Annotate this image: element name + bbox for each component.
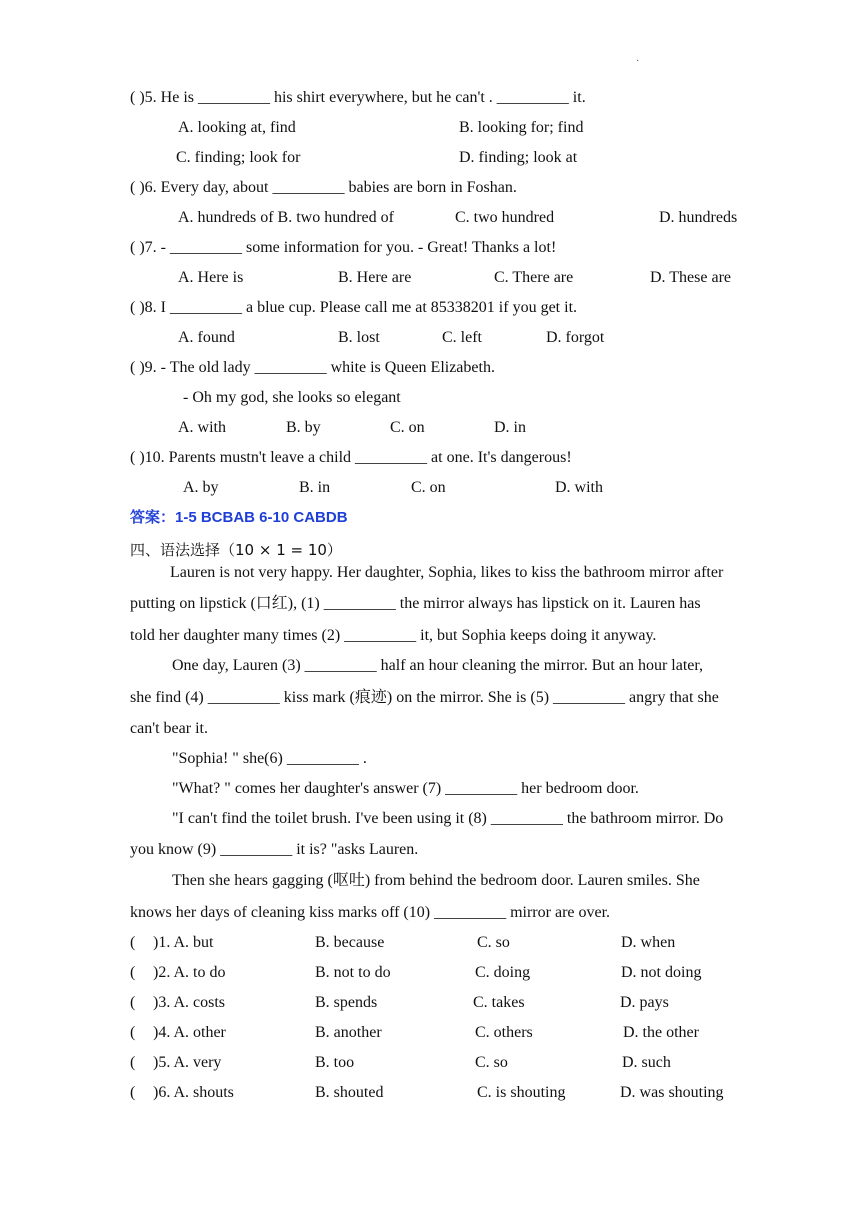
choice-3-a: )3. A. costs xyxy=(153,994,225,1011)
choice-2-d: D. not doing xyxy=(621,964,702,981)
choice-5-paren: ( xyxy=(130,1054,136,1071)
choice-6-d: D. was shouting xyxy=(620,1084,724,1101)
choice-4-a: )4. A. other xyxy=(153,1024,226,1041)
q10-option-c: C. on xyxy=(411,479,446,496)
q6-option-c: C. two hundred xyxy=(455,209,555,226)
choice-4-c: C. others xyxy=(475,1024,533,1041)
q9-option-b: B. by xyxy=(286,419,321,436)
q10-option-a: A. by xyxy=(183,479,219,496)
passage-line-2: putting on lipstick (口红), (1) _________ the mirror always has lipstick on it. Lauren has xyxy=(130,595,701,612)
choice-6-c: C. is shouting xyxy=(477,1084,566,1101)
choice-1-paren: ( xyxy=(130,934,136,951)
passage-line-10: you know (9) _________ it is? "asks Lauren. xyxy=(130,841,419,858)
choice-1-d: D. when xyxy=(621,934,676,951)
q6-option-d: D. hundreds xyxy=(659,209,738,226)
choice-5-d: D. such xyxy=(622,1054,671,1071)
choice-3-d: D. pays xyxy=(620,994,669,1011)
page-mark: · xyxy=(636,56,640,67)
choice-5-b: B. too xyxy=(315,1054,355,1071)
passage-line-1: Lauren is not very happy. Her daughter, Sophia, likes to kiss the bathroom mirror after xyxy=(170,564,724,581)
question-10: ( )10. Parents mustn't leave a child _________ at one. It's dangerous! xyxy=(130,449,572,466)
passage-line-6: can't bear it. xyxy=(130,720,208,737)
choice-4-paren: ( xyxy=(130,1024,136,1041)
q8-option-c: C. left xyxy=(442,329,482,346)
q10-option-d: D. with xyxy=(555,479,603,496)
choice-2-c: C. doing xyxy=(475,964,531,981)
q5-option-a: A. looking at, find xyxy=(178,119,296,136)
choice-3-c: C. takes xyxy=(473,994,525,1011)
choice-1-a: )1. A. but xyxy=(153,934,214,951)
q9-option-d: D. in xyxy=(494,419,526,436)
choice-3-b: B. spends xyxy=(315,994,378,1011)
choice-4-d: D. the other xyxy=(623,1024,699,1041)
choice-3-paren: ( xyxy=(130,994,136,1011)
passage-line-5: she find (4) _________ kiss mark (痕迹) on the mirror. She is (5) _________ angry that she xyxy=(130,689,719,706)
choice-5-c: C. so xyxy=(475,1054,508,1071)
q7-option-b: B. Here are xyxy=(338,269,412,286)
q8-option-b: B. lost xyxy=(338,329,380,346)
choice-2-a: )2. A. to do xyxy=(153,964,226,981)
choice-1-b: B. because xyxy=(315,934,385,951)
q7-option-d: D. These are xyxy=(650,269,731,286)
question-7: ( )7. - _________ some information for you. - Great! Thanks a lot! xyxy=(130,239,557,256)
choice-2-paren: ( xyxy=(130,964,136,981)
passage-line-8: "What? " comes her daughter's answer (7) _________ her bedroom door. xyxy=(172,780,639,797)
question-9: ( )9. - The old lady _________ white is Queen Elizabeth. xyxy=(130,359,495,376)
choice-6-paren: ( xyxy=(130,1084,136,1101)
choice-1-c: C. so xyxy=(477,934,510,951)
choice-6-a: )6. A. shouts xyxy=(153,1084,234,1101)
passage-line-4: One day, Lauren (3) _________ half an hour cleaning the mirror. But an hour later, xyxy=(172,657,704,674)
q7-option-c: C. There are xyxy=(494,269,574,286)
q10-option-b: B. in xyxy=(299,479,331,496)
q9-option-a: A. with xyxy=(178,419,226,436)
question-5: ( )5. He is _________ his shirt everywhere, but he can't . _________ it. xyxy=(130,89,586,106)
choice-6-b: B. shouted xyxy=(315,1084,384,1101)
passage-line-3: told her daughter many times (2) _________ it, but Sophia keeps doing it anyway. xyxy=(130,627,657,644)
question-6: ( )6. Every day, about _________ babies are born in Foshan. xyxy=(130,179,517,196)
answer-key: 答案：1-5 BCBAB 6-10 CABDB xyxy=(130,509,348,526)
passage-line-11: Then she hears gagging (呕吐) from behind the bedroom door. Lauren smiles. She xyxy=(172,872,700,889)
q9-option-c: C. on xyxy=(390,419,425,436)
q5-option-d: D. finding; look at xyxy=(459,149,578,166)
section-title: 四、语法选择（10 × 1 = 10） xyxy=(130,541,342,559)
q5-option-c: C. finding; look for xyxy=(176,149,301,166)
q8-option-d: D. forgot xyxy=(546,329,605,346)
q5-option-b: B. looking for; find xyxy=(459,119,584,136)
choice-2-b: B. not to do xyxy=(315,964,391,981)
passage-line-7: "Sophia! " she(6) _________ . xyxy=(172,750,367,767)
q6-option-ab: A. hundreds of B. two hundred of xyxy=(178,209,394,226)
passage-line-9: "I can't find the toilet brush. I've been using it (8) _________ the bathroom mirror. Do xyxy=(172,810,724,827)
q8-option-a: A. found xyxy=(178,329,235,346)
question-8: ( )8. I _________ a blue cup. Please call me at 85338201 if you get it. xyxy=(130,299,578,316)
q7-option-a: A. Here is xyxy=(178,269,244,286)
choice-4-b: B. another xyxy=(315,1024,382,1041)
question-9-reply: - Oh my god, she looks so elegant xyxy=(183,389,401,406)
passage-line-12: knows her days of cleaning kiss marks off (10) _________ mirror are over. xyxy=(130,904,611,921)
choice-5-a: )5. A. very xyxy=(153,1054,222,1071)
